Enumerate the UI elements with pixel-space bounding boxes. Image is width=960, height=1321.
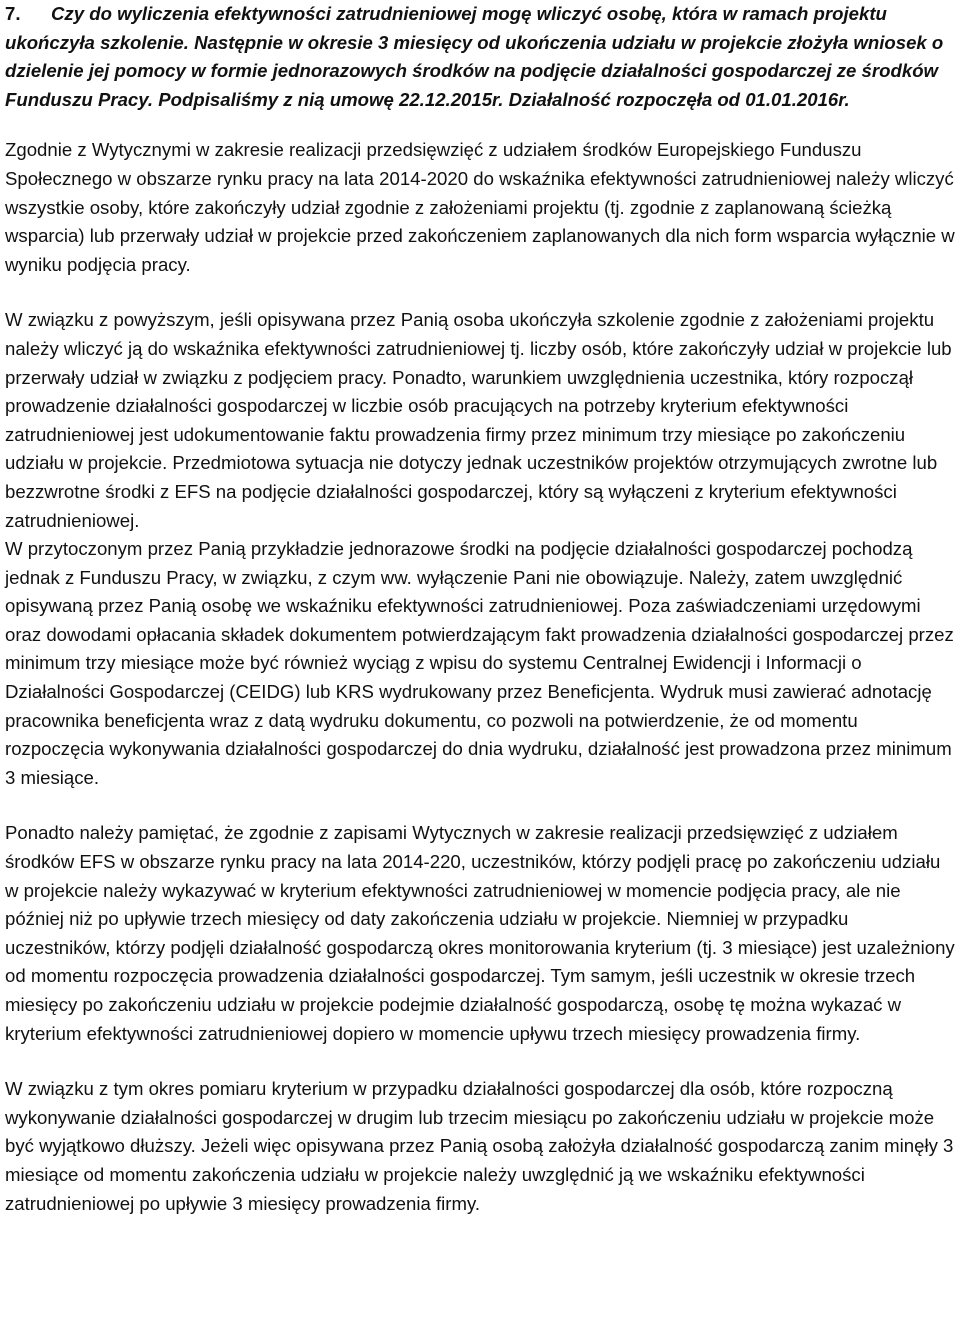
question-number: 7. — [5, 3, 21, 24]
answer-paragraph-3: W przytoczonym przez Panią przykładzie jednorazowe środki na podjęcie działalności gospodarczej pochodzą jednak z Funduszu Pracy, w związku, z czym ww. wyłączenie Pani nie obowiązuje. Należy, zatem uwzględnić opisywaną przez Panią osobę we wskaźniku efektywności zatrudnieniowej. Poza zaświadczeniami urzędowymi oraz dowodami opłacania składek dokumentem potwierdzającym fakt prowadzenia działalności gospodarczej przez minimum trzy miesiące może być również wyciąg z wpisu do systemu Centralnej Ewidencji i Informacji o Działalności Gospodarczej (CEIDG) lub KRS wydrukowany przez Beneficjenta. Wydruk musi zawierać adnotację pracownika beneficjenta wraz z datą wydruku dokumentu, co pozwoli na potwierdzenie, że od momentu rozpoczęcia wykonywania działalności gospodarczej do dnia wydruku, działalność jest prowadzona przez minimum 3 miesiące. — [5, 538, 954, 788]
answer-paragraph-4: Ponadto należy pamiętać, że zgodnie z zapisami Wytycznych w zakresie realizacji przedsięwzięć z udziałem środków EFS w obszarze rynku pracy na lata 2014-220, uczestników, którzy podjęli pracę po zakończeniu udziału w projekcie należy wykazywać w kryterium efektywności zatrudnieniowej w momencie podjęcia pracy, ale nie później niż po upływie trzech miesięcy od daty zakończenia udziału w projekcie. Niemniej w przypadku uczestników, którzy podjęli działalność gospodarczą okres monitorowania kryterium (tj. 3 miesiące) jest uzależniony od momentu rozpoczęcia prowadzenia działalności gospodarczej. Tym samym, jeśli uczestnik w okresie trzech miesięcy po zakończeniu udziału w projekcie podejmie działalność gospodarczą, osobę tę można wykazać w kryterium efektywności zatrudnieniowej dopiero w momencie upływu trzech miesięcy prowadzenia firmy. — [5, 822, 955, 1044]
answer-paragraph-5: W związku z tym okres pomiaru kryterium w przypadku działalności gospodarczej dla osób, które rozpoczną wykonywanie działalności gospodarczej w drugim lub trzecim miesiącu po zakończeniu udziału w projekcie może być wyjątkowo dłuższy. Jeżeli więc opisywana przez Panią osobą założyła działalność gospodarczą zanim minęły 3 miesiące od momentu zakończenia udziału w projekcie należy uwzględnić ją we wskaźniku efektywności zatrudnieniowej po upływie 3 miesięcy prowadzenia firmy. — [5, 1078, 954, 1214]
answer-paragraph-1: Zgodnie z Wytycznymi w zakresie realizacji przedsięwzięć z udziałem środków Europejskiego Funduszu Społecznego w obszarze rynku pracy na lata 2014-2020 do wskaźnika efektywności zatrudnieniowej należy wliczyć wszystkie osoby, które zakończyły udział zgodnie z założeniami projektu (tj. zgodnie z zaplanowaną ścieżką wsparcia) lub przerwały udział w projekcie przed zakończeniem zaplanowanych dla nich form wsparcia wyłącznie w wyniku podjęcia pracy. — [5, 139, 955, 275]
question-block — [5, 0, 958, 114]
answer-paragraph-2: W związku z powyższym, jeśli opisywana przez Panią osoba ukończyła szkolenie zgodnie z założeniami projektu należy wliczyć ją do wskaźnika efektywności zatrudnieniowej tj. liczby osób, które zakończyły udział w projekcie lub przerwały udział w związku z podjęciem pracy. Ponadto, warunkiem uwzględnienia uczestnika, który rozpoczął prowadzenie działalności gospodarczej w liczbie osób pracujących na potrzeby kryterium efektywności zatrudnieniowej jest udokumentowanie faktu prowadzenia firmy przez minimum trzy miesiące po zakończeniu udziału w projekcie. Przedmiotowa sytuacja nie dotyczy jednak uczestników projektów otrzymujących zwrotne lub bezzwrotne środki z EFS na podjęcie działalności gospodarczej, który są wyłączeni z kryterium efektywności zatrudnieniowej. — [5, 309, 952, 531]
question-text: Czy do wyliczenia efektywności zatrudnieniowej mogę wliczyć osobę, która w ramach projektu ukończyła szkolenie. Następnie w okresie 3 miesięcy od ukończenia udziału w projekcie złożyła wniosek o dzielenie jej pomocy w formie jednorazowych środków na podjęcie działalności gospodarczej ze środków Funduszu Pracy. Podpisaliśmy z nią umowę 22.12.2015r. Działalność rozpoczęła od 01.01.2016r. — [5, 3, 944, 110]
answer-block — [5, 136, 958, 1218]
